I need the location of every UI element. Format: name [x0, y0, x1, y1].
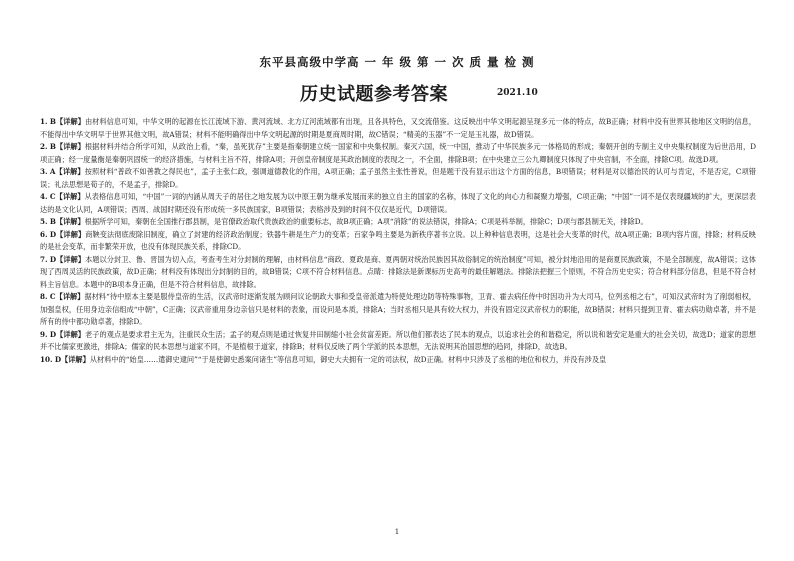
answer-item	[40, 166, 756, 191]
item-text: 根据材料并结合所学可知，从政治上看，“秦，虽死犹存”主要是指秦朝建立统一国家和中央集权制。秦灭六国，统一中国，推动了中华民族多元一体格局的形成；秦朝开创的专制主义中央集权制度为后世沿用，D项正确；经一度量衡是秦朝巩固统一的经济措施，与材料主旨不符，排除A项；开创皇帝制度是其政治制度的表现之一，不全面，排除B项；在中央建立三公九卿制度只体现了中央官制，不全面，排除C项。故选D项。	[40, 142, 756, 164]
item-number: 2.	[40, 142, 48, 151]
item-answer: B	[49, 117, 56, 126]
item-tag: 【详解】	[55, 217, 85, 226]
answer-item	[40, 216, 756, 229]
item-text: 从材料中的“始皇……遣御史逮问”“于是使御史悉案问诸生”等信息可知，御史大夫拥有一定的司法权，故D正确。材料中只涉及了丞相的地位和权力，并没有涉及皇	[89, 354, 607, 364]
item-text: 由材料信息可知，中华文明的起源在长江流域下游、黄河流域、北方辽河流域都有出现，且各具特色，又交流借鉴。这反映出中华文明起源呈现多元一体的特点，故B正确；材料中没有世界其他地区文明的信息，不能得出中华文明早于世界其他文明，故A错误；材料不能明确得出中华文明起源的时期是夏商周时期，故C错误；“精美的玉器”不一定是玉礼器，故D错误。	[40, 117, 756, 139]
exam-date: 2021.10	[497, 88, 538, 98]
item-answer: D	[49, 329, 57, 339]
answer-item	[40, 354, 756, 367]
item-number: 9.	[40, 329, 48, 339]
item-answer: C	[49, 192, 56, 201]
item-text: 根据所学可知，秦朝在全国推行郡县制，是官僚政治取代贵族政治的重要标志，故B项正确；A项“消除”的说法错误，排除A；C项是科举制，排除C；D项与郡县制无关，排除D。	[84, 217, 648, 226]
item-text: 按照材料“普政不如善教之得民也”，孟子主张仁政，强调道德教化的作用，A项正确；孟子虽然主张性善说，但是题干没有显示出这个方面的信息，B项错误；材料是对以德治民的认可与肯定，不是否定，C项错误；礼法思想是荀子的，不是孟子，排除D。	[40, 167, 756, 189]
item-number: 8.	[40, 292, 48, 301]
document-title: 历史试题参考答案	[300, 84, 448, 105]
item-tag: 【详解】	[56, 229, 86, 239]
item-answer: B	[49, 217, 56, 226]
answer-item	[40, 141, 756, 166]
item-number: 1.	[40, 117, 48, 126]
item-tag: 【详解】	[55, 117, 85, 126]
item-number: 6.	[40, 229, 48, 239]
item-answer: D	[49, 254, 57, 264]
answer-list	[40, 116, 756, 366]
answer-item	[40, 329, 756, 354]
item-number: 10.	[40, 354, 53, 364]
item-tag: 【详解】	[55, 167, 85, 176]
answer-item	[40, 254, 756, 292]
item-number: 3.	[40, 167, 48, 176]
answer-item	[40, 291, 756, 329]
title-row	[0, 80, 794, 106]
item-tag: 【详解】	[56, 254, 86, 264]
item-tag: 【详解】	[55, 292, 85, 301]
item-answer: A	[49, 167, 56, 176]
answer-item	[40, 229, 756, 254]
page-number: 1	[394, 528, 400, 536]
school-exam-header: 东平县高级中学高 一 年 级 第 一 次 质 量 检 测	[259, 55, 535, 69]
item-number: 7.	[40, 254, 48, 264]
item-tag: 【详解】	[55, 142, 85, 151]
item-text: 从表格信息可知，“中国”一词的内涵从周天子的居住之地发展为以中原王朝为继承发展而来的独立自主的国家的名称，体现了文化的向心力和凝聚力增强，C项正确；“中国”一词不是仅表现疆域的扩大，更深层表达的是文化认同，A项错误；西周、战国时期还没有形成统一多民族国家，B项错误；表格涉及到的时间不仅仅是近代，D项错误。	[40, 192, 756, 214]
item-tag: 【详解】	[55, 192, 85, 201]
item-answer: C	[49, 292, 56, 301]
item-tag: 【详解】	[61, 354, 90, 364]
item-tag: 【详解】	[56, 329, 86, 339]
item-text: 据材料“待中原本主要是服侍皇帝的生活，汉武帝时逐渐发展为顾问议论朝政大事和受皇帝派遣为特使处理边防等特殊事物，卫青、霍去病任侍中时因功升为大司马，位列丞相之右”，可知汉武帝时为了削弱相权，加强皇权，任用身边亲信组成“中朝”，C正确；汉武帝重用身边亲信只是材料的表象，而设问是本质，排除A；当时丞相只是具有较大权力，并没有固定汉武帝权力的职能，故B错误；材料只提到卫青、霍去病功勋卓著，并不是所有的侍中都功勋卓著，排除D。	[40, 292, 756, 326]
item-answer: B	[49, 142, 56, 151]
item-text: 本题以分封卫、鲁、晋国为切入点，考查考生对分封制的理解，由材料信息“商政、夏政是商、夏两朝对统治民族因其故俗制定的统治制度”可知，被分封地沿用的是商夏民族政策，不是全部制度，故A错误；这体现了西周灵活的民族政策，故D正确；材料没有体现出分封制的目的，故B错误；C项不符合材料信息。点睛：排除法是新课标历史高考的最佳解题法。排除法把握三个原则，不符合历史史实；符合材料部分信息，但是不符合材料主旨信息。本题中的B项本身正确，但是不符合材料信息，故排除。	[40, 254, 756, 289]
item-text: 老子的观点是要求君主无为，注重民众生活；孟子的观点则是通过恢复井田制缩小社会贫富差距。所以他们都表达了民本的观点，以追求社会的和谐稳定，所以说和谐安定是重大的社会关切，故选D；道家的思想并不比儒家更激进，排除A；儒家的民本思想与道家不同，不是植根于道家，排除B；材料仅反映了两个学派的民本思想，无法说明其治国思想的趋同，排除D，故选B。	[40, 329, 756, 351]
item-answer: D	[49, 229, 57, 239]
item-number: 4.	[40, 192, 48, 201]
item-answer: D	[54, 354, 62, 364]
answer-item	[40, 191, 756, 216]
item-text: 商鞅变法彻底废除旧制度，确立了封建的经济政治制度；铁器牛耕是生产力的变革；百家争鸣主要是为新秩序著书立说。以上种种信息表明，这是社会大变革的时代，故A项正确；B项内容片面，排除；材料反映的是社会变革，而非繁荣开放，也没有体现民族关系，排除CD。	[40, 229, 756, 251]
answer-item	[40, 116, 756, 141]
item-number: 5.	[40, 217, 48, 226]
